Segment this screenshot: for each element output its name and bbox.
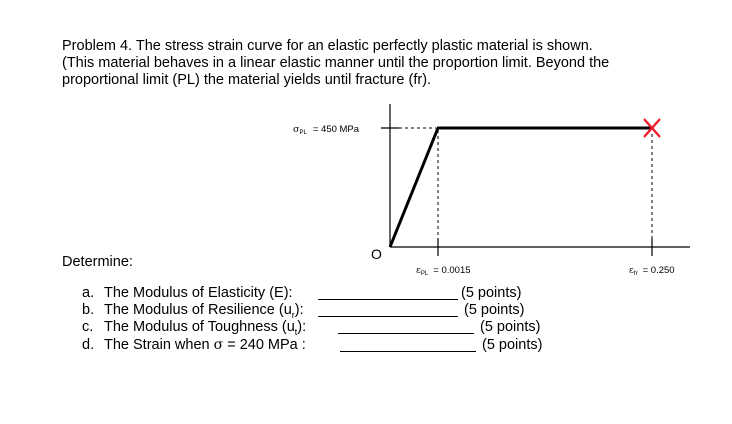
question-letter: a. <box>82 285 95 301</box>
strain-fr-value: = 0.250 <box>642 265 675 276</box>
origin-label: O <box>371 246 382 262</box>
question-subscript: t <box>294 326 298 337</box>
question-d <box>82 337 306 353</box>
epsilon-symbol: ε <box>416 265 421 276</box>
points-a: (5 points) <box>461 285 522 301</box>
question-letter: d. <box>82 337 95 353</box>
problem-line-3: proportional limit (PL) the material yields until fracture (fr). <box>62 72 432 88</box>
question-text-end: ): <box>294 302 304 318</box>
question-a <box>82 285 293 301</box>
epsilon-symbol: ε <box>629 265 634 276</box>
question-text: The Modulus of Toughness (u <box>104 319 295 335</box>
question-equation: = 240 MPa : <box>223 337 306 353</box>
question-c <box>82 319 306 337</box>
question-b <box>82 302 304 320</box>
strain-pl-value: = 0.0015 <box>433 265 471 276</box>
answer-blank-b[interactable] <box>318 316 458 317</box>
question-letter: c. <box>82 319 94 335</box>
epsilon-pl-subscript: PL <box>420 271 429 277</box>
sigma-symbol: σ <box>293 124 300 135</box>
question-subscript: r <box>291 309 295 320</box>
answer-blank-a[interactable] <box>318 299 458 300</box>
strain-fr-label <box>629 265 675 277</box>
sigma-symbol: σ <box>213 337 224 353</box>
answer-blank-c[interactable] <box>338 333 474 334</box>
points-c: (5 points) <box>480 319 541 335</box>
epsilon-fr-subscript: fr <box>633 271 638 277</box>
question-letter: b. <box>82 302 95 318</box>
question-text: The Modulus of Resilience (u <box>104 302 292 318</box>
stress-strain-curve <box>390 128 652 247</box>
strain-pl-label <box>416 265 471 277</box>
question-text-end: ): <box>297 319 307 335</box>
problem-line-2: (This material behaves in a linear elastic manner until the proportion limit. Beyond the <box>62 55 610 71</box>
stress-pl-label <box>293 124 360 136</box>
question-text: The Modulus of Elasticity (E): <box>104 285 293 301</box>
determine-heading: Determine: <box>62 254 133 270</box>
stress-value: = 450 MPa <box>312 124 360 135</box>
points-b: (5 points) <box>464 302 525 318</box>
problem-line-1: Problem 4. The stress strain curve for an elastic perfectly plastic material is shown. <box>62 38 593 54</box>
points-d: (5 points) <box>482 337 543 353</box>
sigma-subscript: PL <box>299 130 307 136</box>
question-text: The Strain when <box>104 337 214 353</box>
answer-blank-d[interactable] <box>340 351 476 352</box>
